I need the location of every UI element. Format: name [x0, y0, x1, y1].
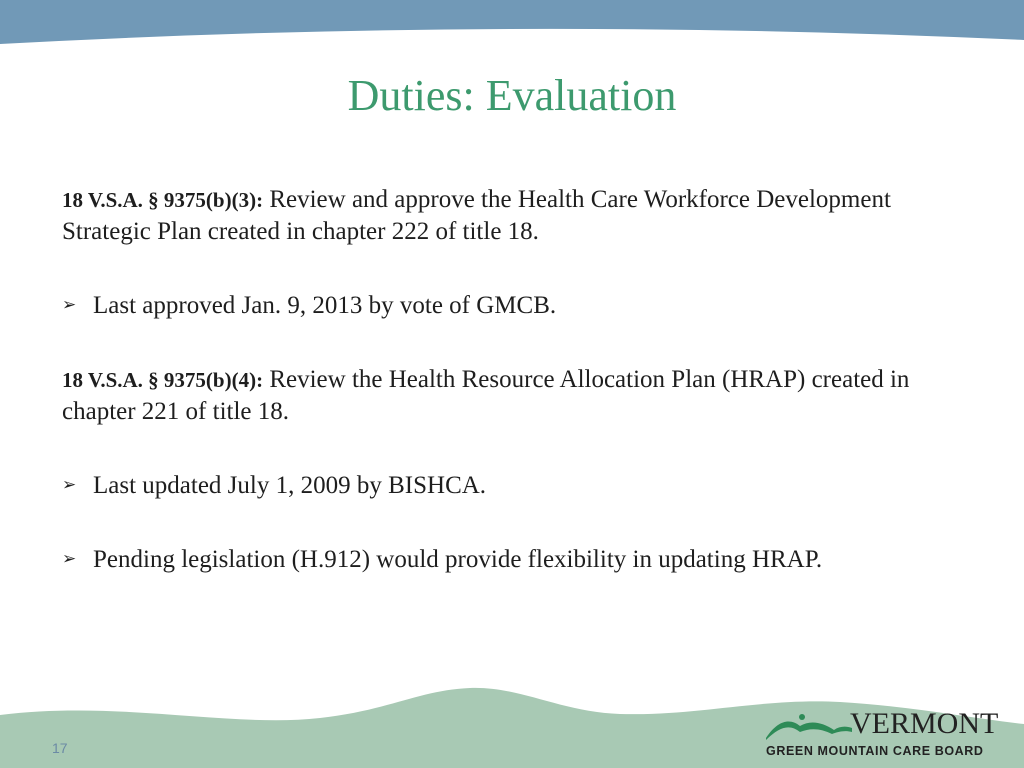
page-number: 17 [52, 740, 68, 756]
logo-subtitle-text: GREEN MOUNTAIN CARE BOARD [766, 744, 984, 758]
slide-title: Duties: Evaluation [347, 71, 677, 120]
duty-text: Review and approve the Health Care Workforce Development Strategic Plan created in chapter 222 of title 18. [62, 186, 891, 245]
arrow-bullet-icon: ➢ [62, 549, 77, 569]
bullet-item [62, 544, 962, 575]
arrow-bullet-icon: ➢ [62, 475, 77, 495]
slide-content [62, 184, 962, 575]
bullet-item [62, 470, 962, 501]
statute-citation: 18 V.S.A. § 9375(b)(3): [62, 188, 264, 212]
arrow-bullet-icon: ➢ [62, 295, 77, 315]
mountain-logo-icon [764, 710, 854, 740]
logo-vermont-text: VERMONT [850, 707, 999, 740]
bullet-text: Pending legislation (H.912) would provide flexibility in updating HRAP. [93, 546, 823, 573]
bullet-text: Last updated July 1, 2009 by BISHCA. [93, 472, 487, 499]
top-decorative-band [0, 0, 1024, 60]
duty-item-workforce-plan [62, 184, 962, 247]
bullet-item [62, 290, 962, 321]
statute-citation: 18 V.S.A. § 9375(b)(4): [62, 368, 264, 392]
duty-item-hrap [62, 364, 962, 427]
bullet-text: Last approved Jan. 9, 2013 by vote of GMCB. [93, 292, 557, 319]
green-mountain-care-board-logo [764, 708, 1010, 762]
duty-text: Review the Health Resource Allocation Plan (HRAP) created in chapter 221 of title 18. [62, 366, 910, 425]
